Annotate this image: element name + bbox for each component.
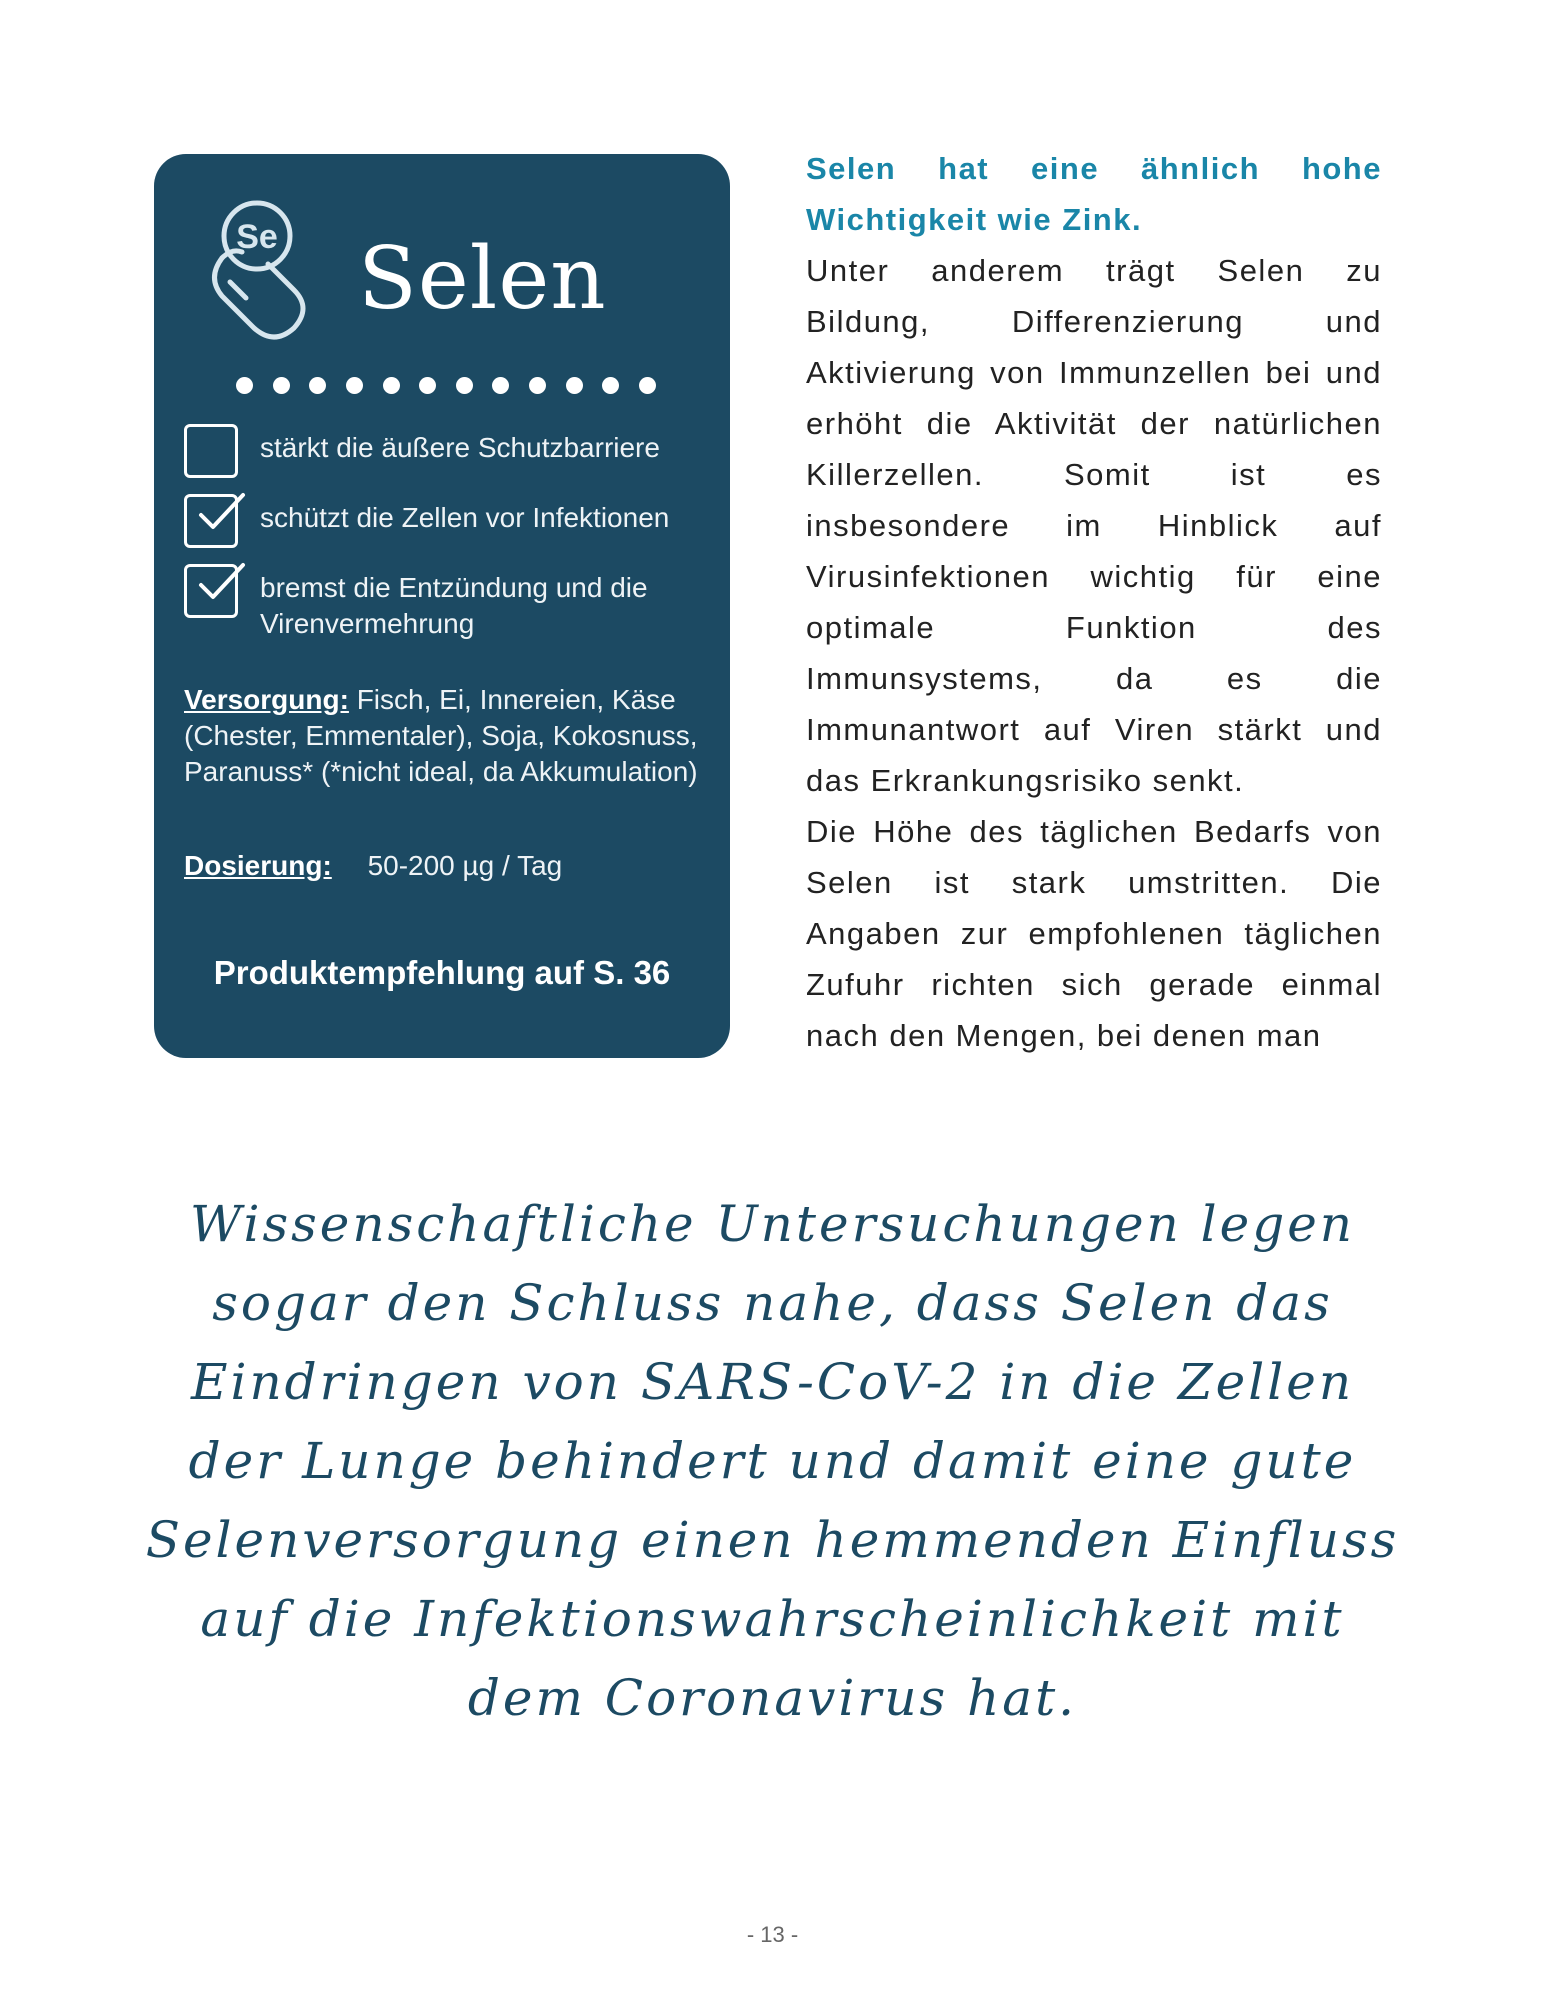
dosage-label: Dosierung: (184, 850, 332, 881)
selenium-capsule-icon (202, 196, 324, 346)
divider-dot (456, 377, 473, 394)
selenium-info-card (154, 154, 730, 1058)
dot-divider (236, 370, 656, 400)
checklist-item-label: schützt die Zellen vor Infektionen (260, 502, 670, 533)
divider-dot (529, 377, 546, 394)
article-text (806, 143, 1382, 1061)
divider-dot (383, 377, 400, 394)
card-title: Selen (358, 229, 607, 329)
article-headline: Selen hat eine ähnlich hohe Wichtigkeit wie Zink. (806, 151, 1382, 237)
supply-label: Versorgung: (184, 684, 349, 715)
divider-dot (566, 377, 583, 394)
divider-dot (602, 377, 619, 394)
divider-dot (346, 377, 363, 394)
checked-checkbox-icon (184, 564, 238, 618)
supply-text: Fisch, Ei, Innereien, Käse (Chester, Emmentaler), Soja, Kokosnuss, Paranuss* (*nicht ideal, da Akkumulation) (184, 684, 698, 787)
checklist-item-label: bremst die Entzündung und die Virenvermehrung (260, 572, 648, 639)
product-recommendation: Produktempfehlung auf S. 36 (213, 954, 671, 991)
page-number: - 13 - (746, 1922, 799, 1947)
dosage-info (184, 848, 704, 884)
divider-dot (273, 377, 290, 394)
divider-dot (492, 377, 509, 394)
divider-dot (419, 377, 436, 394)
divider-dot (236, 377, 253, 394)
supply-info (184, 682, 704, 790)
article-paragraph-2: Die Höhe des täglichen Bedarfs von Selen ist stark umstritten. Die Angaben zur empfohlenen täglichen Zufuhr richten sich gerade einmal nach den Mengen, bei denen man (806, 814, 1382, 1053)
checklist-item-label: stärkt die äußere Schutzbarriere (260, 432, 660, 463)
pull-quote: Wissenschaftliche Untersuchungen legen sogar den Schluss nahe, dass Selen das Eindringen von SARS-CoV-2 in die Zellen der Lunge behindert und damit eine gute Selenversorgung einen hemmenden Einfluss auf die Infektionswahrscheinlichkeit mit dem Coronavirus hat. (145, 1195, 1400, 1727)
article-paragraph-1: Unter anderem trägt Selen zu Bildung, Differenzierung und Aktivierung von Immunzellen bei und erhöht die Aktivität der natürlichen Killerzellen. Somit ist es insbesondere im Hinblick auf Virusinfektionen wichtig für eine optimale Funktion des Immunsystems, da es die Immunantwort auf Viren stärkt und das Erkrankungsrisiko senkt. (806, 253, 1382, 798)
dosage-text: 50-200 µg / Tag (367, 850, 563, 881)
checked-checkbox-icon (184, 494, 238, 548)
svg-text:Se: Se (236, 218, 278, 256)
divider-dot (309, 377, 326, 394)
empty-checkbox-icon (184, 424, 238, 478)
divider-dot (639, 377, 656, 394)
